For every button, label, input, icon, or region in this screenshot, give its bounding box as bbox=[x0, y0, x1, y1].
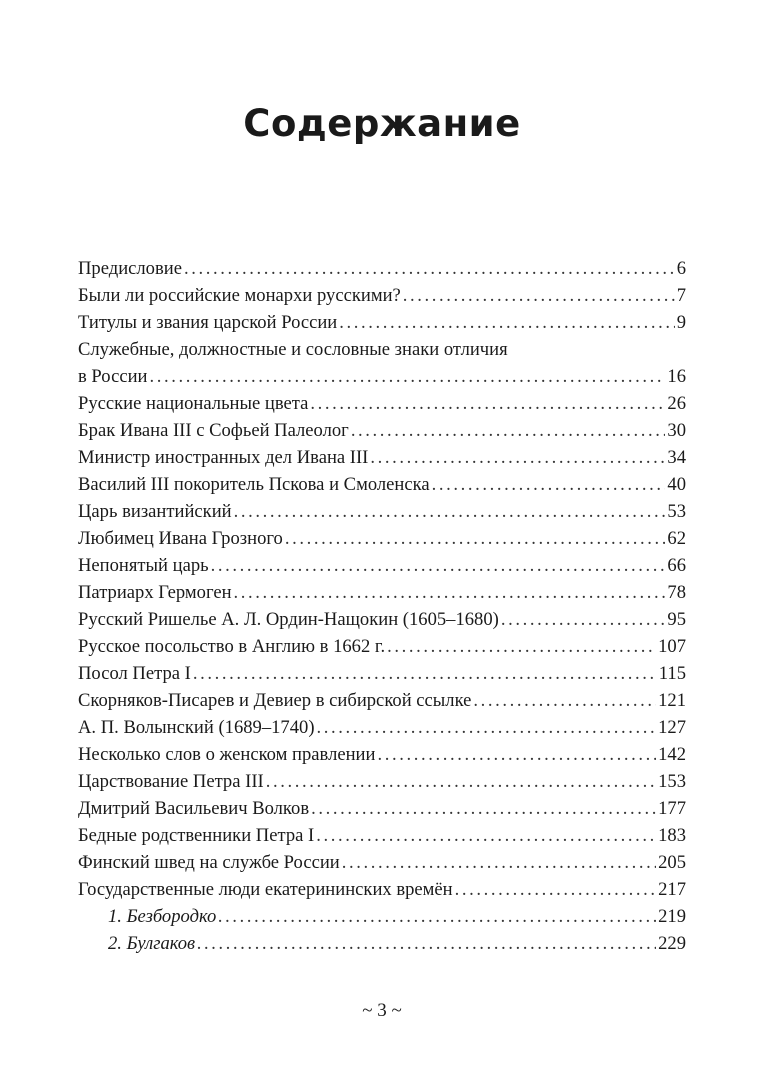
toc-page-number: 177 bbox=[658, 798, 686, 819]
toc-entry-title: Министр иностранных дел Ивана III bbox=[78, 447, 369, 468]
toc-entry-title: 1. Безбородко bbox=[108, 906, 217, 927]
toc-entry-title: Непонятый царь bbox=[78, 555, 209, 576]
dot-leader bbox=[351, 417, 666, 444]
dot-leader bbox=[285, 525, 666, 552]
toc-page-number: 205 bbox=[658, 852, 686, 873]
toc-subentry bbox=[78, 930, 686, 957]
dot-leader bbox=[310, 390, 665, 417]
toc-entry bbox=[78, 390, 686, 417]
toc-entry bbox=[78, 768, 686, 795]
page-title: Содержание bbox=[243, 102, 521, 145]
toc-entry-title: Были ли российские монархи русскими? bbox=[78, 285, 401, 306]
toc-page-number: 127 bbox=[658, 717, 686, 738]
dot-leader bbox=[342, 849, 656, 876]
dot-leader bbox=[317, 714, 657, 741]
table-of-contents bbox=[78, 255, 686, 957]
toc-entry bbox=[78, 849, 686, 876]
dot-leader bbox=[184, 255, 675, 282]
toc-page-number: 26 bbox=[667, 393, 686, 414]
dot-leader bbox=[149, 363, 665, 390]
dot-leader bbox=[197, 930, 656, 957]
toc-entry-title: Царствование Петра III bbox=[78, 771, 264, 792]
toc-entry-title: Русское посольство в Англию в 1662 г. bbox=[78, 636, 386, 657]
toc-entry-title: Предисловие bbox=[78, 258, 182, 279]
toc-page-number: 7 bbox=[676, 285, 686, 306]
dot-leader bbox=[218, 903, 656, 930]
toc-entry-title: Скорняков-Писарев и Девиер в сибирской ссылке bbox=[78, 690, 472, 711]
toc-entry-title: Любимец Ивана Грозного bbox=[78, 528, 283, 549]
dot-leader bbox=[403, 282, 675, 309]
toc-entry-title: 2. Булгаков bbox=[108, 933, 196, 954]
toc-entry-title: Государственные люди екатерининских времён bbox=[78, 879, 453, 900]
dot-leader bbox=[377, 741, 656, 768]
toc-entry-title: Русские национальные цвета bbox=[78, 393, 309, 414]
toc-entry bbox=[78, 876, 686, 903]
toc-entry-title: Титулы и звания царской России bbox=[78, 312, 338, 333]
dot-leader bbox=[193, 660, 657, 687]
toc-page-number: 219 bbox=[658, 906, 686, 927]
toc-entry bbox=[78, 633, 686, 660]
dot-leader bbox=[473, 687, 656, 714]
toc-entry-title: Посол Петра I bbox=[78, 663, 191, 684]
toc-page-number: 107 bbox=[658, 636, 686, 657]
toc-page-number: 62 bbox=[667, 528, 686, 549]
dot-leader bbox=[234, 579, 666, 606]
toc-entry bbox=[78, 255, 686, 282]
toc-entry bbox=[78, 579, 686, 606]
toc-page-number: 95 bbox=[667, 609, 686, 630]
dot-leader bbox=[311, 795, 656, 822]
toc-entry-title: Финский швед на службе России bbox=[78, 852, 340, 873]
toc-entry bbox=[78, 741, 686, 768]
toc-page-number: 183 bbox=[658, 825, 686, 846]
toc-entry bbox=[78, 525, 686, 552]
toc-entry bbox=[78, 417, 686, 444]
dot-leader bbox=[266, 768, 656, 795]
toc-entry bbox=[78, 795, 686, 822]
toc-entry-title: А. П. Волынский (1689–1740) bbox=[78, 717, 315, 738]
dot-leader bbox=[370, 444, 665, 471]
toc-page-number: 217 bbox=[658, 879, 686, 900]
toc-page-number: 142 bbox=[658, 744, 686, 765]
dot-leader bbox=[432, 471, 666, 498]
toc-page-number: 6 bbox=[676, 258, 686, 279]
toc-page-number: 229 bbox=[658, 933, 686, 954]
toc-page-number: 78 bbox=[667, 582, 686, 603]
dot-leader bbox=[234, 498, 666, 525]
toc-page-number: 9 bbox=[676, 312, 686, 333]
page-number: ~ 3 ~ bbox=[362, 1000, 402, 1021]
toc-page-number: 53 bbox=[667, 501, 686, 522]
toc-page-number: 121 bbox=[658, 690, 686, 711]
toc-entry-title: Царь византийский bbox=[78, 501, 232, 522]
dot-leader bbox=[387, 633, 656, 660]
toc-page-number: 40 bbox=[667, 474, 686, 495]
toc-entry bbox=[78, 552, 686, 579]
dot-leader bbox=[455, 876, 656, 903]
toc-entry-title-cont: в России bbox=[78, 366, 148, 387]
toc-entry bbox=[78, 498, 686, 525]
dot-leader bbox=[211, 552, 666, 579]
toc-entry bbox=[78, 471, 686, 498]
toc-entry-title: Василий III покоритель Пскова и Смоленска bbox=[78, 474, 430, 495]
toc-entry-title: Дмитрий Васильевич Волков bbox=[78, 798, 310, 819]
toc-subentry bbox=[78, 903, 686, 930]
toc-entry-title: Несколько слов о женском правлении bbox=[78, 744, 376, 765]
dot-leader bbox=[316, 822, 656, 849]
toc-entry bbox=[78, 309, 686, 336]
toc-page-number: 153 bbox=[658, 771, 686, 792]
toc-entry-title: Патриарх Гермоген bbox=[78, 582, 232, 603]
toc-entry bbox=[78, 606, 686, 633]
toc-entry bbox=[78, 282, 686, 309]
toc-page-number: 30 bbox=[667, 420, 686, 441]
toc-entry bbox=[78, 687, 686, 714]
toc-page-number: 115 bbox=[658, 663, 686, 684]
toc-entry bbox=[78, 660, 686, 687]
toc-entry-title: Служебные, должностные и сословные знаки отличия bbox=[78, 339, 508, 360]
toc-entry-title: Брак Ивана III с Софьей Палеолог bbox=[78, 420, 349, 441]
toc-entry-title: Русский Ришелье А. Л. Ордин-Нащокин (1605–1680) bbox=[78, 609, 499, 630]
toc-entry bbox=[78, 822, 686, 849]
toc-entry-title: Бедные родственники Петра I bbox=[78, 825, 315, 846]
toc-entry bbox=[78, 336, 686, 390]
toc-page-number: 34 bbox=[667, 447, 686, 468]
toc-entry bbox=[78, 714, 686, 741]
toc-page-number: 66 bbox=[667, 555, 686, 576]
dot-leader bbox=[501, 606, 666, 633]
toc-entry bbox=[78, 444, 686, 471]
dot-leader bbox=[339, 309, 674, 336]
toc-page-number: 16 bbox=[667, 366, 686, 387]
